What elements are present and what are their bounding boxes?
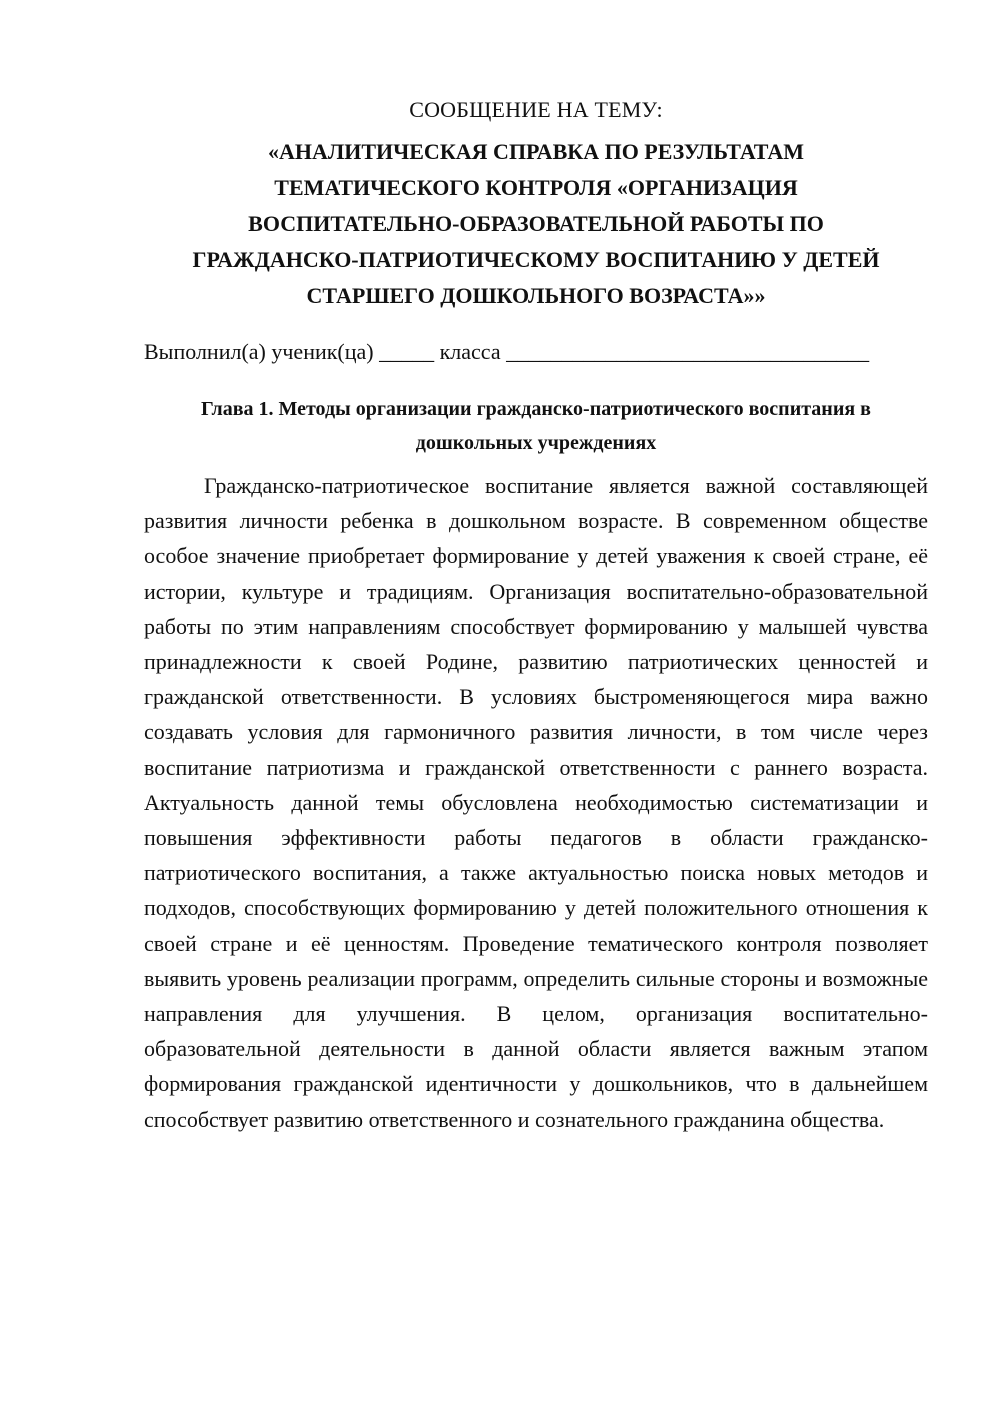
chapter-heading-line: дошкольных учреждениях [415,432,657,454]
title-line: СТАРШЕГО ДОШКОЛЬНОГО ВОЗРАСТА»» [306,283,766,308]
author-line: Выполнил(а) ученик(ца) _____ класса _________________________________ [144,339,870,364]
document-title [144,134,928,314]
document-header: СООБЩЕНИЕ НА ТЕМУ: [409,97,663,122]
chapter-heading-line: Глава 1. Методы организации гражданско-патриотического воспитания в [201,398,871,420]
body-paragraph: Гражданско-патриотическое воспитание является важной составляющей развития личности ребенка в дошкольном возрасте. В современном обществе особое значение приобретает формирование у детей уважения к своей стране, её истории, культуре и традициям. Организация воспитательно-образовательной работы по этим направлениям способствует формированию у малышей чувства принадлежности к своей Родине, развитию патриотических ценностей и гражданской ответственности. В условиях быстроменяющегося мира важно создавать условия для гармоничного развития личности, в том числе через воспитание патриотизма и гражданской ответственности с раннего возраста. Актуальность данной темы обусловлена необходимостью систематизации и повышения эффективности работы педагогов в области гражданско-патриотического воспитания, а также актуальностью поиска новых методов и подходов, способствующих формированию у детей положительного отношения к своей стране и её ценностям. Проведение тематического контроля позволяет выявить уровень реализации программ, определить сильные стороны и возможные направления для улучшения. В целом, организация воспитательно-образовательной деятельности в данной области является важным этапом формирования гражданской идентичности у дошкольников, что в дальнейшем способствует развитию ответственного и сознательного гражданина общества. [144,473,928,1132]
title-line: «АНАЛИТИЧЕСКАЯ СПРАВКА ПО РЕЗУЛЬТАТАМ [267,139,805,164]
chapter-heading [144,392,928,460]
document-page [144,92,928,1137]
title-line: ГРАЖДАНСКО-ПАТРИОТИЧЕСКОМУ ВОСПИТАНИЮ У ДЕТЕЙ [192,247,880,272]
title-line: ВОСПИТАТЕЛЬНО-ОБРАЗОВАТЕЛЬНОЙ РАБОТЫ ПО [248,211,824,236]
title-line: ТЕМАТИЧЕСКОГО КОНТРОЛЯ «ОРГАНИЗАЦИЯ [274,175,798,200]
